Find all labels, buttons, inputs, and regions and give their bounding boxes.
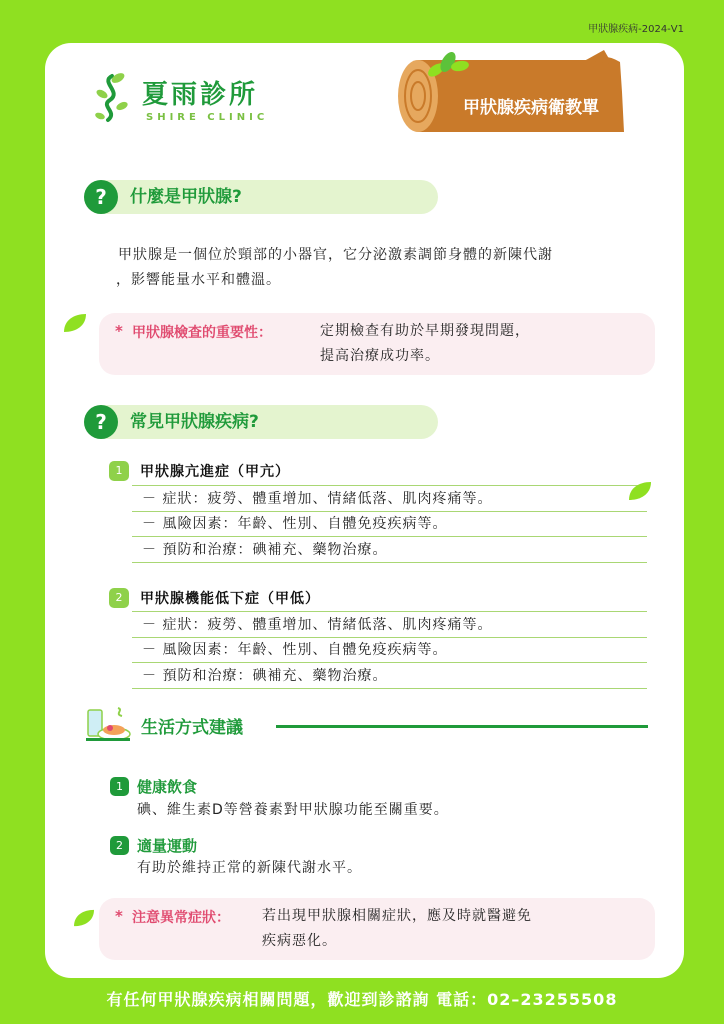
footer-contact: 有任何甲狀腺疾病相關問題，歡迎到診諮詢 電話：02–23255508 xyxy=(106,990,618,1009)
note-line-2: 疾病惡化。 xyxy=(262,933,337,949)
document-code: 甲狀腺疾病-2024-V1 xyxy=(588,24,684,35)
number-badge-2: 2 xyxy=(109,588,129,608)
tip-text-exercise: 有助於維持正常的新陳代謝水平。 xyxy=(137,860,362,876)
lifestyle-title: 生活方式建議 xyxy=(141,718,243,738)
tip-text-healthy-diet: 碘、維生素D等營養素對甲狀腺功能至關重要。 xyxy=(137,802,449,818)
list-item: － 症狀：疲勞、體重增加、情緒低落、肌肉疼痛等。 xyxy=(132,485,647,512)
section-header-common-diseases xyxy=(84,405,438,439)
clinic-name-cn: 夏雨診所 xyxy=(142,80,259,110)
list-item: － 風險因素：年齡、性別、自體免疫疾病等。 xyxy=(132,511,647,537)
number-badge-1: 1 xyxy=(109,461,129,481)
tip-title-exercise: 適量運動 xyxy=(137,837,198,855)
leaf-icon xyxy=(62,312,88,334)
note-label: 注意異常症狀： xyxy=(132,910,230,926)
note-label: 甲狀腺檢查的重要性： xyxy=(132,325,272,341)
star-icon: * xyxy=(115,322,123,340)
section-title: 常見甲狀腺疾病? xyxy=(130,412,259,432)
tip-title-healthy-diet: 健康飲食 xyxy=(137,778,198,796)
section-title: 什麼是甲狀腺? xyxy=(130,187,242,207)
number-badge-1: 1 xyxy=(110,777,129,796)
clinic-name-en: SHIRE CLINIC xyxy=(146,112,269,123)
list-item: － 預防和治療：碘補充、藥物治療。 xyxy=(132,663,647,689)
list-item: － 風險因素：年齡、性別、自體免疫疾病等。 xyxy=(132,637,647,663)
section-header-what-is-thyroid xyxy=(84,180,438,214)
meal-icon xyxy=(84,704,132,744)
question-icon: ? xyxy=(84,405,118,439)
disease-title-hyperthyroidism: 甲狀腺亢進症（甲亢） xyxy=(140,464,290,480)
number-badge-2: 2 xyxy=(110,836,129,855)
leaf-icon xyxy=(627,480,653,502)
intro-line-2: ，影響能量水平和體溫。 xyxy=(116,272,281,288)
abnormal-symptoms-note xyxy=(99,898,655,960)
note-line-2: 提高治療成功率。 xyxy=(320,348,440,364)
note-line-1: 定期檢查有助於早期發現問題， xyxy=(320,323,530,339)
list-item: － 症狀：疲勞、體重增加、情緒低落、肌肉疼痛等。 xyxy=(132,611,647,638)
leaf-icon xyxy=(72,908,96,928)
thyroid-check-note xyxy=(99,313,655,375)
logo-sprout-icon xyxy=(92,70,132,124)
note-line-1: 若出現甲狀腺相關症狀，應及時就醫避免 xyxy=(262,908,532,924)
divider xyxy=(276,725,648,728)
page-title: 甲狀腺疾病衛教單 xyxy=(463,98,599,118)
question-icon: ? xyxy=(84,180,118,214)
list-item: － 預防和治療：碘補充、藥物治療。 xyxy=(132,537,647,563)
star-icon: * xyxy=(115,907,123,925)
disease-title-hypothyroidism: 甲狀腺機能低下症（甲低） xyxy=(140,591,320,607)
intro-line-1: 甲狀腺是一個位於頸部的小器官，它分泌激素調節身體的新陳代謝 xyxy=(118,247,553,263)
